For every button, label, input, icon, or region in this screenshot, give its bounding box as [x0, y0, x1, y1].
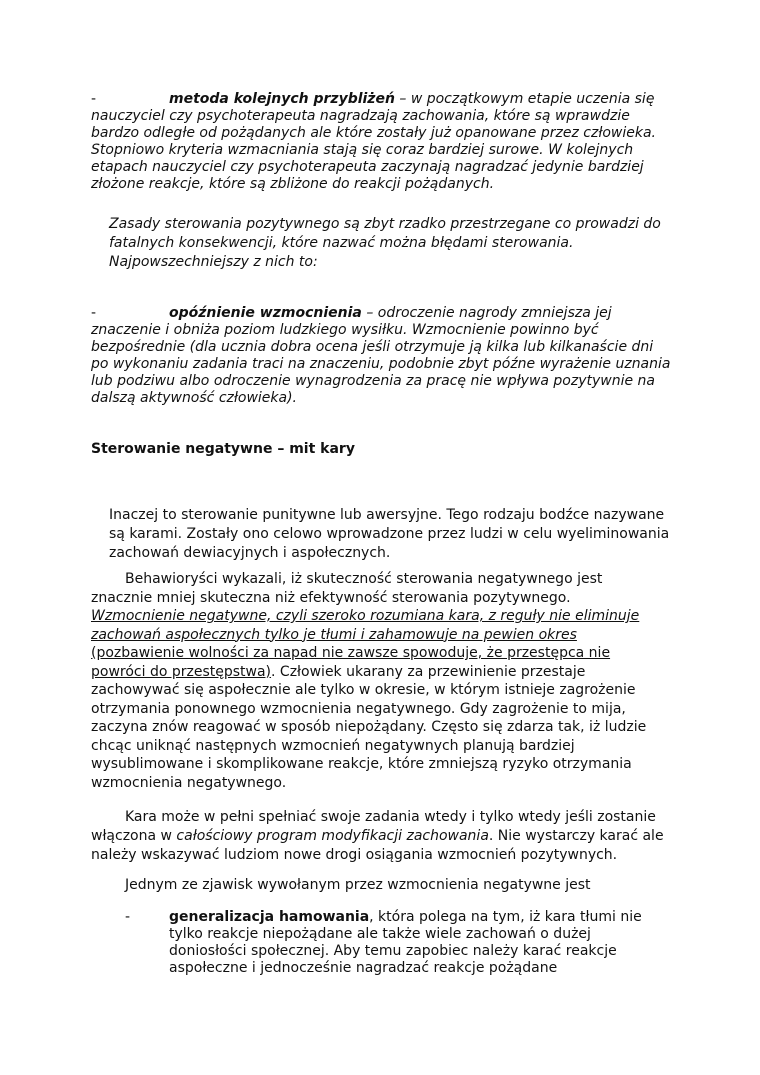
term-generalizacja: generalizacja hamowania [169, 909, 370, 925]
section-heading: Sterowanie negatywne – mit kary [91, 441, 355, 457]
behaw-underlined-italic: Wzmocnienie negatywne, czyli szeroko rozumiana kara, z reguły nie eliminuje zachowań aspołecznych tylko je tłumi i zahamowuje na pewien okres [91, 608, 640, 643]
kara-end: . Nie wystarczy karać ale należy wskazywać ludziom nowe drogi osiągania wzmocnień pozytywnych. [91, 828, 664, 863]
list-dash: - [91, 305, 97, 321]
list-item-kolejne-przyblizenia [91, 91, 671, 193]
list-dash: - [91, 91, 97, 107]
term-kolejne: metoda kolejnych przybliżeń [169, 91, 395, 107]
term-opoznienie: opóźnienie wzmocnienia [169, 305, 362, 321]
list-item-generalizacja [125, 909, 650, 977]
paragraph-kara [91, 808, 671, 865]
text-generalizacja: , która polega na tym, iż kara tłumi nie tylko reakcje niepożądane ale także wiele zachowań o dużej doniosłości społecznej. Aby temu zapobiec należy karać reakcje aspołeczne i jednocześnie nagradzać reakcje pożądane [169, 909, 642, 976]
paragraph-behawiorysci [91, 570, 663, 792]
list-dash: - [125, 909, 131, 925]
kara-start: Kara może w pełni spełniać swoje zadania wtedy i tylko wtedy jeśli zostanie włączona w [91, 809, 656, 844]
text-kolejne: – w początkowym etapie uczenia się nauczyciel czy psychoterapeuta nagradzają zachowania, które są wprawdzie bardzo odległe od pożądanych ale które zostały już opanowane przez człowieka. Stopniowo kryteria wzmacniania stają się coraz bardziej surowe. W kolejnych etapach nauczyciel czy psychoterapeuta zaczynają nagradzać jedynie bardziej złożone reakcje, które są zbliżone do reakcji pożądanych. [91, 91, 656, 192]
behaw-underlined: (pozbawienie wolności za napad nie zawsze spowoduje, że przestępca nie powróci do przestępstwa) [91, 645, 611, 680]
behaw-start: Behawioryści wykazali, iż skuteczność sterowania negatywnego jest znacznie mniej skuteczna niż efektywność sterowania pozytywnego. [91, 571, 603, 606]
paragraph-inaczej: Inaczej to sterowanie punitywne lub awersyjne. Tego rodzaju bodźce nazywane są karami. Zostały ono celowo wprowadzone przez ludzi w celu wyeliminowania zachowań dewiacyjnych i aspołecznych. [109, 507, 670, 561]
behaw-end: . Człowiek ukarany za przewinienie przestaje zachowywać się aspołecznie ale tylko w okresie, w którym istnieje zagrożenie otrzymania ponownego wzmocnienia negatywnego. Gdy zagrożenie to mija, zaczyna znów reagować w sposób niepożądany. Często się zdarza tak, iż ludzie chcąc uniknąć następnych wzmocnień negatywnych planują bardziej wysublimowane i skomplikowane reakcje, które zmniejszą ryzyko otrzymania wzmocnienia negatywnego. [91, 663, 647, 791]
list-item-opoznienie [91, 305, 671, 407]
paragraph-zasady: Zasady sterowania pozytywnego są zbyt rzadko przestrzegane co prowadzi do fatalnych konsekwencji, które nazwać można błędami sterowania. Najpowszechniejszy z nich to: [109, 216, 661, 270]
paragraph-jednym: Jednym ze zjawisk wywołanym przez wzmocnienia negatywne jest [125, 877, 591, 893]
text-opoznienie: – odroczenie nagrody zmniejsza jej znaczenie i obniża poziom ludzkiego wysiłku. Wzmocnienie powinno być bezpośrednie (dla ucznia dobra ocena jeśli otrzymuje ją kilka lub kilkanaście dni po wykonaniu zadania traci na znaczeniu, podobnie zbyt późne wyrażenie uznania lub podziwu albo odroczenie wynagrodzenia za pracę nie wpływa pozytywnie na dalszą aktywność człowieka). [91, 305, 671, 406]
kara-italic: całościowy program modyfikacji zachowania [176, 828, 489, 844]
